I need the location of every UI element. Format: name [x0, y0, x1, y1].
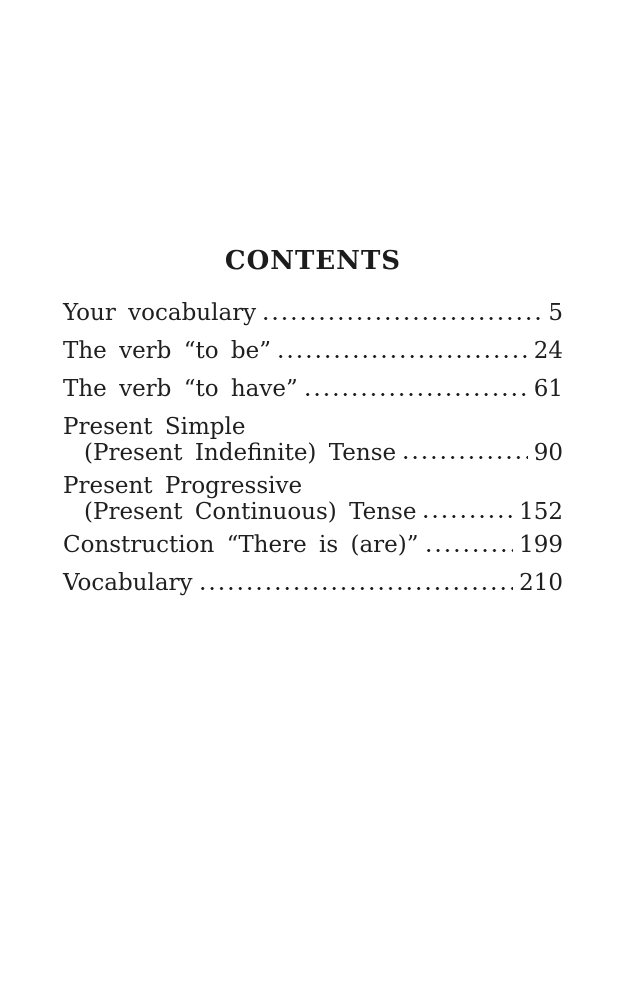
- toc-entry-title: Present Simple: [63, 414, 246, 440]
- toc-entry: [63, 473, 563, 525]
- toc-entry: [63, 414, 563, 466]
- toc-line: [63, 338, 563, 365]
- toc-entry-title: Construction “There is (are)”: [63, 532, 419, 558]
- toc-page-number: 199: [519, 532, 563, 558]
- toc-page-number: 61: [533, 376, 563, 402]
- table-of-contents: [63, 300, 563, 597]
- toc-entry-title: Present Progressive: [63, 473, 303, 499]
- toc-entry: [63, 338, 563, 365]
- toc-line: [63, 570, 563, 597]
- toc-entry-title: The verb “to have”: [63, 376, 298, 402]
- toc-line: [63, 376, 563, 403]
- toc-line: [63, 440, 563, 466]
- toc-line: [63, 300, 563, 327]
- toc-line: [63, 499, 563, 525]
- toc-page-number: 5: [548, 300, 563, 326]
- toc-entry: [63, 376, 563, 403]
- toc-entry: [63, 532, 563, 559]
- toc-page-number: 24: [533, 338, 563, 364]
- toc-entry-subtitle: (Present Continuous) Tense: [84, 499, 417, 525]
- toc-entry-title: Vocabulary: [63, 570, 193, 596]
- toc-page-number: 210: [519, 570, 563, 596]
- toc-line: [63, 473, 563, 499]
- toc-page-number: 152: [519, 499, 563, 525]
- toc-entry-title: Your vocabulary: [63, 300, 257, 326]
- toc-line: [63, 414, 563, 440]
- toc-entry-subtitle: (Present Indefinite) Tense: [84, 440, 397, 466]
- toc-entry-title: The verb “to be”: [63, 338, 271, 364]
- toc-line: [63, 532, 563, 559]
- toc-entry: [63, 570, 563, 597]
- toc-entry: [63, 300, 563, 327]
- toc-page-number: 90: [533, 440, 563, 466]
- page-title: CONTENTS: [224, 246, 402, 276]
